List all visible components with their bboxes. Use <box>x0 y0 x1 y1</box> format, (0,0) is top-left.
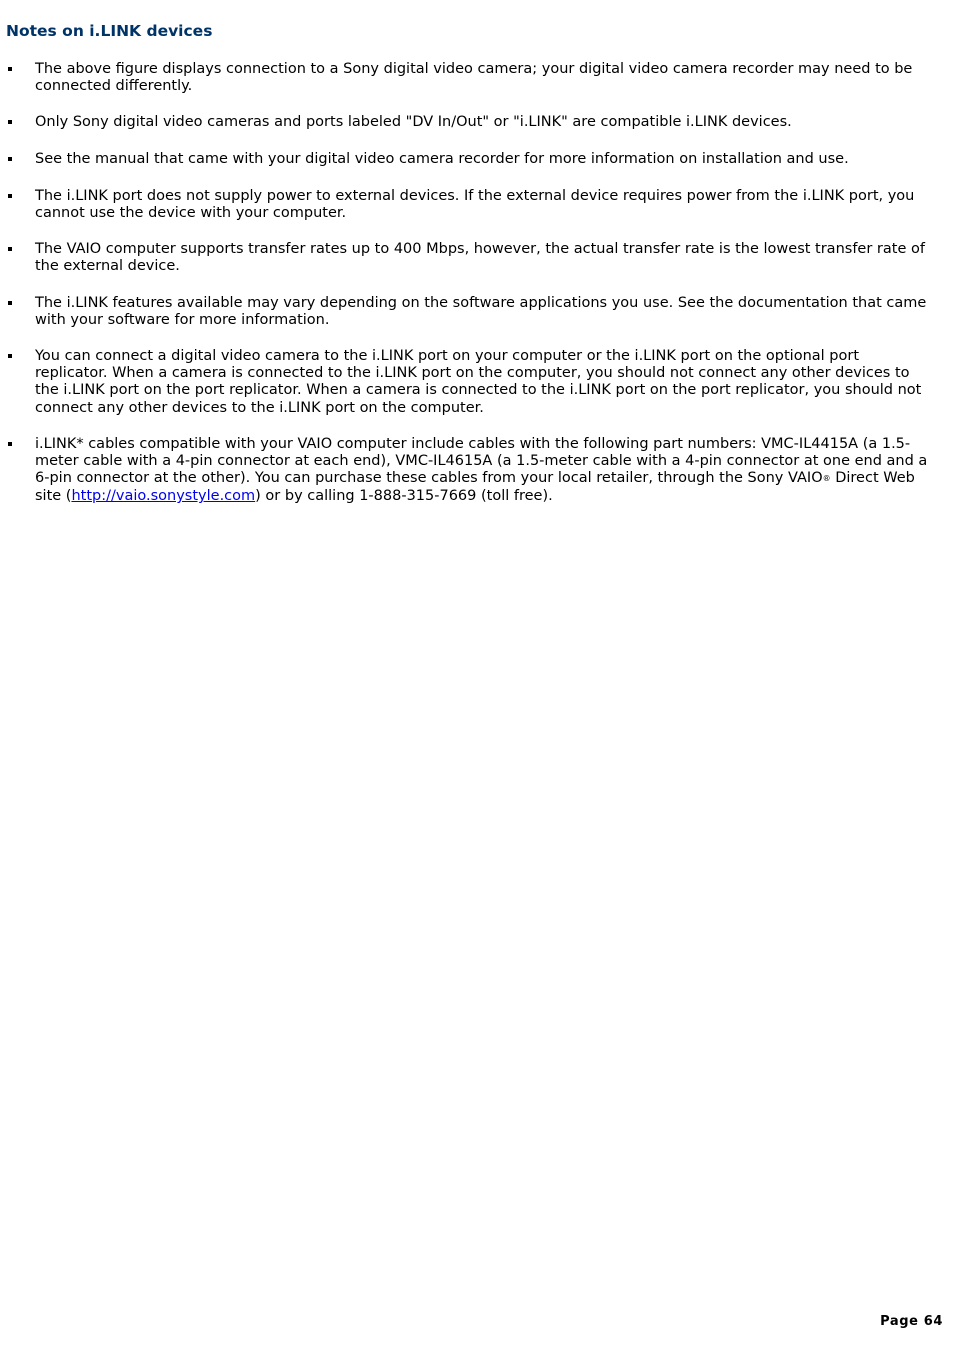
square-bullet-icon <box>8 247 12 251</box>
note-text-after: ) or by calling 1-888-315-7669 (toll free). <box>255 488 553 505</box>
list-item <box>0 295 930 329</box>
sonystyle-link[interactable]: http://vaio.sonystyle.com <box>71 488 256 505</box>
registered-mark: ® <box>822 474 831 484</box>
note-text: Only Sony digital video cameras and ports labeled "DV In/Out" or "i.LINK" are compatible i.LINK devices. <box>35 114 792 131</box>
page-number: Page 64 <box>880 1314 943 1329</box>
note-text: You can connect a digital video camera to the i.LINK port on your computer or the i.LINK port on the optional port replicator. When a camera is connected to the i.LINK port on the computer, you should not connect any other devices to the i.LINK port on the port replicator. When a camera is connected to the i.LINK port on the port replicator, you should not connect any other devices to the i.LINK port on the computer. <box>35 348 922 416</box>
note-text: The i.LINK features available may vary depending on the software applications you use. See the documentation that came with your software for more information. <box>35 294 927 328</box>
note-text: See the manual that came with your digital video camera recorder for more information on installation and use. <box>35 150 849 167</box>
square-bullet-icon <box>8 442 12 446</box>
list-item <box>0 114 930 131</box>
note-text: The above figure displays connection to a Sony digital video camera; your digital video camera recorder may need to be connected differently. <box>35 61 913 95</box>
note-text-middle: Direct Web site ( <box>35 470 915 505</box>
square-bullet-icon <box>8 194 12 198</box>
list-item <box>0 151 930 168</box>
list-item <box>0 348 930 417</box>
list-item <box>0 61 930 95</box>
square-bullet-icon <box>8 157 12 161</box>
square-bullet-icon <box>8 67 12 71</box>
square-bullet-icon <box>8 354 12 358</box>
list-item <box>0 241 930 275</box>
square-bullet-icon <box>8 120 12 124</box>
notes-list <box>0 61 930 525</box>
note-text: The i.LINK port does not supply power to external devices. If the external device requires power from the i.LINK port, you cannot use the device with your computer. <box>35 187 915 222</box>
note-text: The VAIO computer supports transfer rates up to 400 Mbps, however, the actual transfer rate is the lowest transfer rate of the external device. <box>35 241 925 275</box>
list-item <box>0 436 930 506</box>
square-bullet-icon <box>8 301 12 305</box>
note-text-before: i.LINK* cables compatible with your VAIO computer include cables with the following part numbers: VMC-IL4415A (a 1.5-meter cable with a 4-pin connector at each end), VMC-IL4615A (a 1.5-meter cable with a 4-pin connector at one end and a 6-pin connector at the other). You can purchase these cables from your local retailer, through the Sony VAIO <box>35 435 928 487</box>
list-item <box>0 188 930 222</box>
page-title: Notes on i.LINK devices <box>6 22 213 40</box>
